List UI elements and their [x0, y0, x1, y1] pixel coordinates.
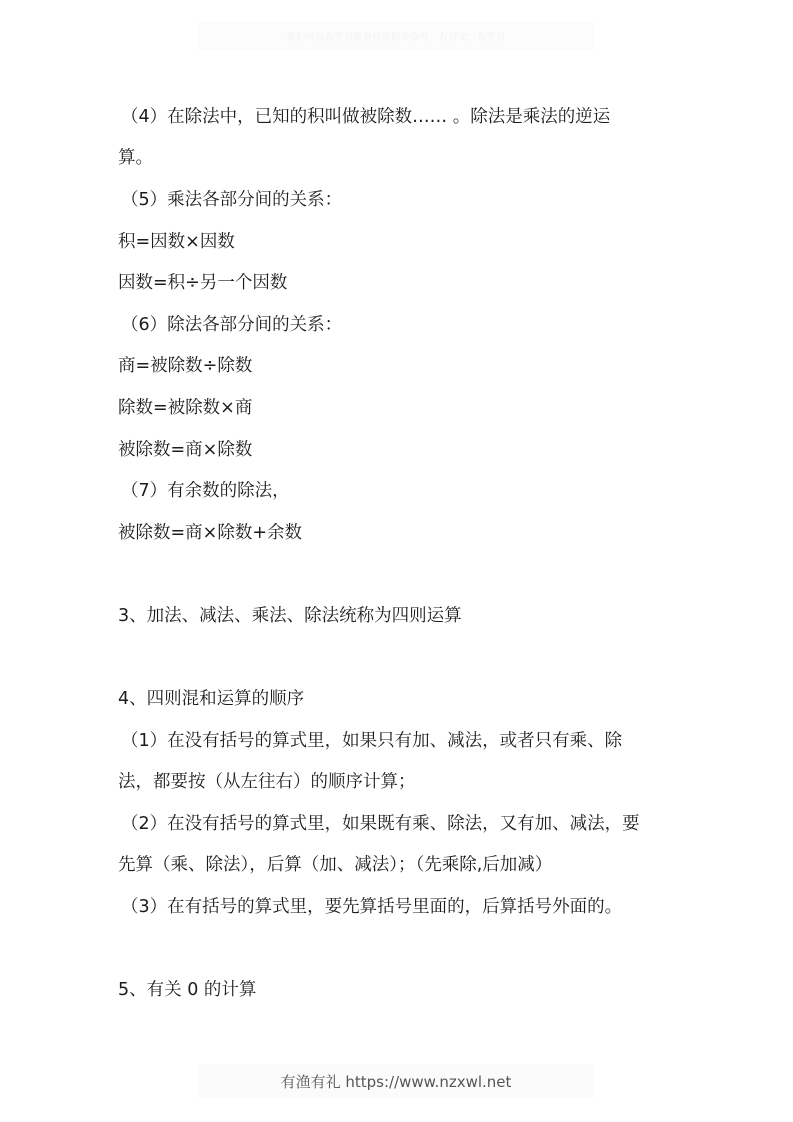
section-4-heading: 4、四则混和运算的顺序	[118, 689, 305, 709]
section-5-heading: 5、有关 0 的计算	[118, 980, 257, 1000]
section-4-item-1-line-1: （1）在没有括号的算式里，如果只有加、减法，或者只有乘、除	[121, 731, 623, 751]
division-formula-dividend: 被除数=商×除数	[118, 440, 253, 460]
division-formula-quotient: 商=被除数÷除数	[118, 356, 253, 376]
multiplication-formula-product: 积=因数×因数	[118, 232, 235, 252]
paragraph-4-line-2: 算。	[118, 148, 153, 168]
paragraph-7-heading: （7）有余数的除法，	[121, 481, 290, 501]
header-watermark	[198, 22, 594, 50]
footer-text: 有渔有礼 https://www.nzxwl.net	[280, 1072, 512, 1091]
footer-watermark	[198, 1064, 594, 1098]
section-3-heading: 3、加法、减法、乘法、除法统称为四则运算	[118, 606, 462, 626]
section-4-item-3-line-1: （3）在有括号的算式里，要先算括号里面的，后算括号外面的。	[121, 897, 623, 917]
remainder-division-formula: 被除数=商×除数+余数	[118, 523, 302, 543]
division-formula-divisor: 除数=被除数×商	[118, 398, 253, 418]
section-4-item-2-line-1: （2）在没有括号的算式里，如果既有乘、除法，又有加、减法，要	[121, 814, 640, 834]
section-4-item-2-line-2: 先算（乘、除法），后算（加、减法）；（先乘除,后加减）	[118, 855, 553, 875]
multiplication-formula-factor: 因数=积÷另一个因数	[118, 273, 288, 293]
paragraph-6-heading: （6）除法各部分间的关系：	[121, 315, 343, 335]
paragraph-4-line-1: （4）在除法中，已知的积叫做被除数…… 。除法是乘法的逆运	[121, 107, 611, 127]
paragraph-5-heading: （5）乘法各部分间的关系：	[121, 190, 343, 210]
header-watermark-text: 我们可以在学习教育网站的公众号、有语文、有学习	[286, 32, 506, 43]
section-4-item-1-line-2: 法，都要按（从左往右）的顺序计算；	[118, 772, 416, 792]
